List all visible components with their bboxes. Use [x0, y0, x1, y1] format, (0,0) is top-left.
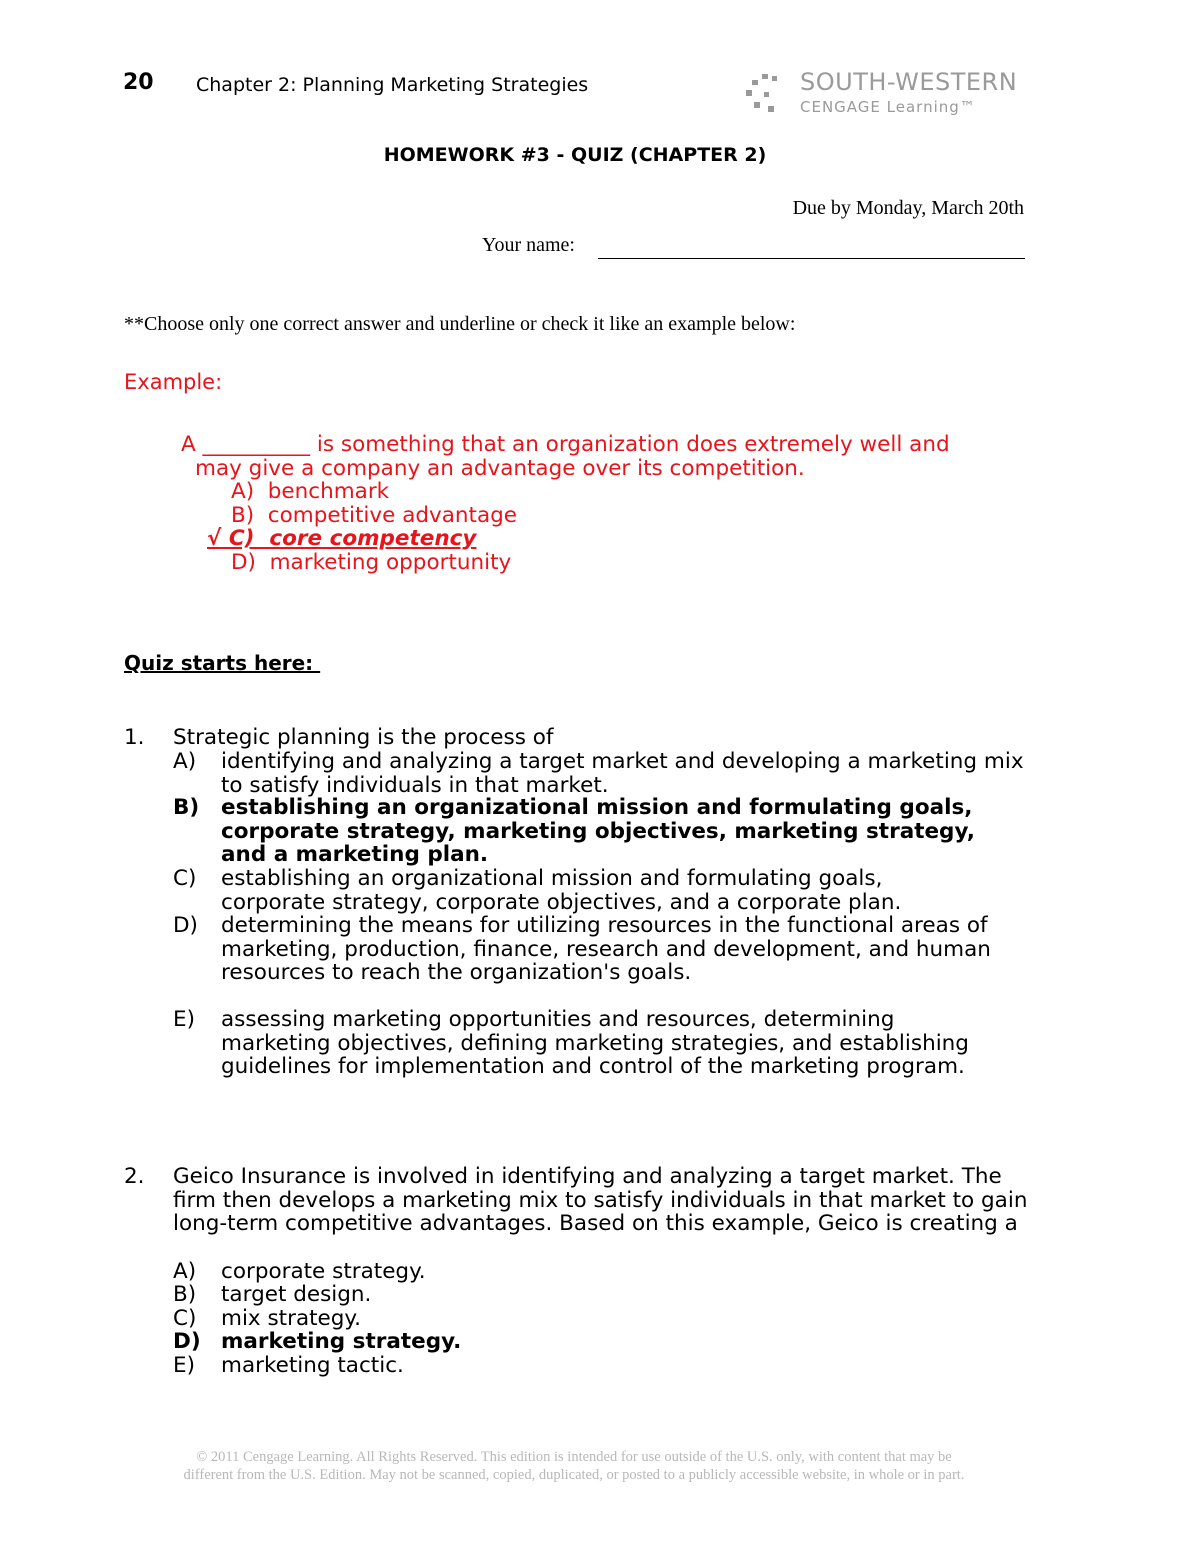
- example-question-line1: A __________ is something that an organization does extremely well and: [181, 432, 950, 457]
- question-1-option-a-letter: A): [173, 749, 197, 774]
- question-1-option-b-answer: establishing an organizational mission and formulating goals, corporate strategy, marketing objectives, marketing strategy, and a marketing plan.: [221, 795, 975, 867]
- name-field-line: [598, 258, 1025, 259]
- cengage-logo-icon: [742, 72, 794, 116]
- question-2-option-e: marketing tactic.: [221, 1353, 404, 1378]
- logo-text-main: SOUTH-WESTERN: [800, 68, 1018, 96]
- question-2-option-e-letter: E): [173, 1353, 195, 1378]
- question-2-option-b-letter: B): [173, 1282, 197, 1307]
- question-2-option-a: corporate strategy.: [221, 1259, 426, 1284]
- question-1-option-a: identifying and analyzing a target market and developing a marketing mix to satisfy individuals in that market.: [221, 749, 1024, 798]
- publisher-logo: [742, 68, 1032, 124]
- question-2-option-c-letter: C): [173, 1306, 197, 1331]
- document-title: HOMEWORK #3 - QUIZ (CHAPTER 2): [383, 144, 767, 166]
- question-2-number: 2.: [124, 1164, 145, 1189]
- due-date: Due by Monday, March 20th: [792, 197, 1024, 219]
- footer-line-2: different from the U.S. Edition. May not be scanned, copied, duplicated, or posted to a publicly accessible website, in whole or in part.: [183, 1467, 965, 1483]
- question-2-option-b: target design.: [221, 1282, 372, 1307]
- example-question-line2: may give a company an advantage over its competition.: [195, 456, 805, 481]
- question-1-option-e-letter: E): [173, 1007, 195, 1032]
- question-1-option-d-letter: D): [173, 913, 198, 938]
- question-1-option-c-letter: C): [173, 866, 197, 891]
- instructions: **Choose only one correct answer and underline or check it like an example below:: [124, 313, 796, 335]
- example-option-d: D) marketing opportunity: [231, 550, 512, 575]
- question-2-option-a-letter: A): [173, 1259, 197, 1284]
- question-1-option-e: assessing marketing opportunities and resources, determining marketing objectives, defining marketing strategies, and establishing guidelines for implementation and control of the marketing program.: [221, 1007, 969, 1079]
- logo-text-sub: CENGAGE Learning™: [800, 98, 976, 116]
- name-label: Your name:: [482, 234, 575, 256]
- question-1-text: Strategic planning is the process of: [173, 725, 554, 750]
- question-2-text: Geico Insurance is involved in identifying and analyzing a target market. The firm then develops a marketing mix to satisfy individuals in that market to gain long-term competitive advantages. Based on this example, Geico is creating a: [173, 1164, 1028, 1236]
- question-2-option-d-letter: D): [173, 1329, 201, 1354]
- example-option-c-correct: √ C) core competency: [207, 526, 477, 551]
- question-1-option-d: determining the means for utilizing resources in the functional areas of marketing, production, finance, research and development, and human resources to reach the organization's goals.: [221, 913, 991, 985]
- question-1-number: 1.: [124, 725, 145, 750]
- footer-line-1: © 2011 Cengage Learning. All Rights Reserved. This edition is intended for use outside of the U.S. only, with content that may be: [196, 1449, 952, 1465]
- chapter-title: Chapter 2: Planning Marketing Strategies: [196, 74, 589, 96]
- example-option-b: B) competitive advantage: [231, 503, 518, 528]
- example-option-a: A) benchmark: [231, 479, 390, 504]
- page-number: 20: [123, 70, 154, 95]
- example-label: Example:: [124, 370, 223, 394]
- copyright-footer: [0, 1448, 1148, 1484]
- question-2-option-c: mix strategy.: [221, 1306, 361, 1331]
- question-1-option-b-letter: B): [173, 795, 200, 820]
- quiz-start-heading: Quiz starts here:: [124, 651, 321, 675]
- question-1-option-c: establishing an organizational mission and formulating goals, corporate strategy, corporate objectives, and a corporate plan.: [221, 866, 902, 915]
- question-2-option-d-answer: marketing strategy.: [221, 1329, 462, 1354]
